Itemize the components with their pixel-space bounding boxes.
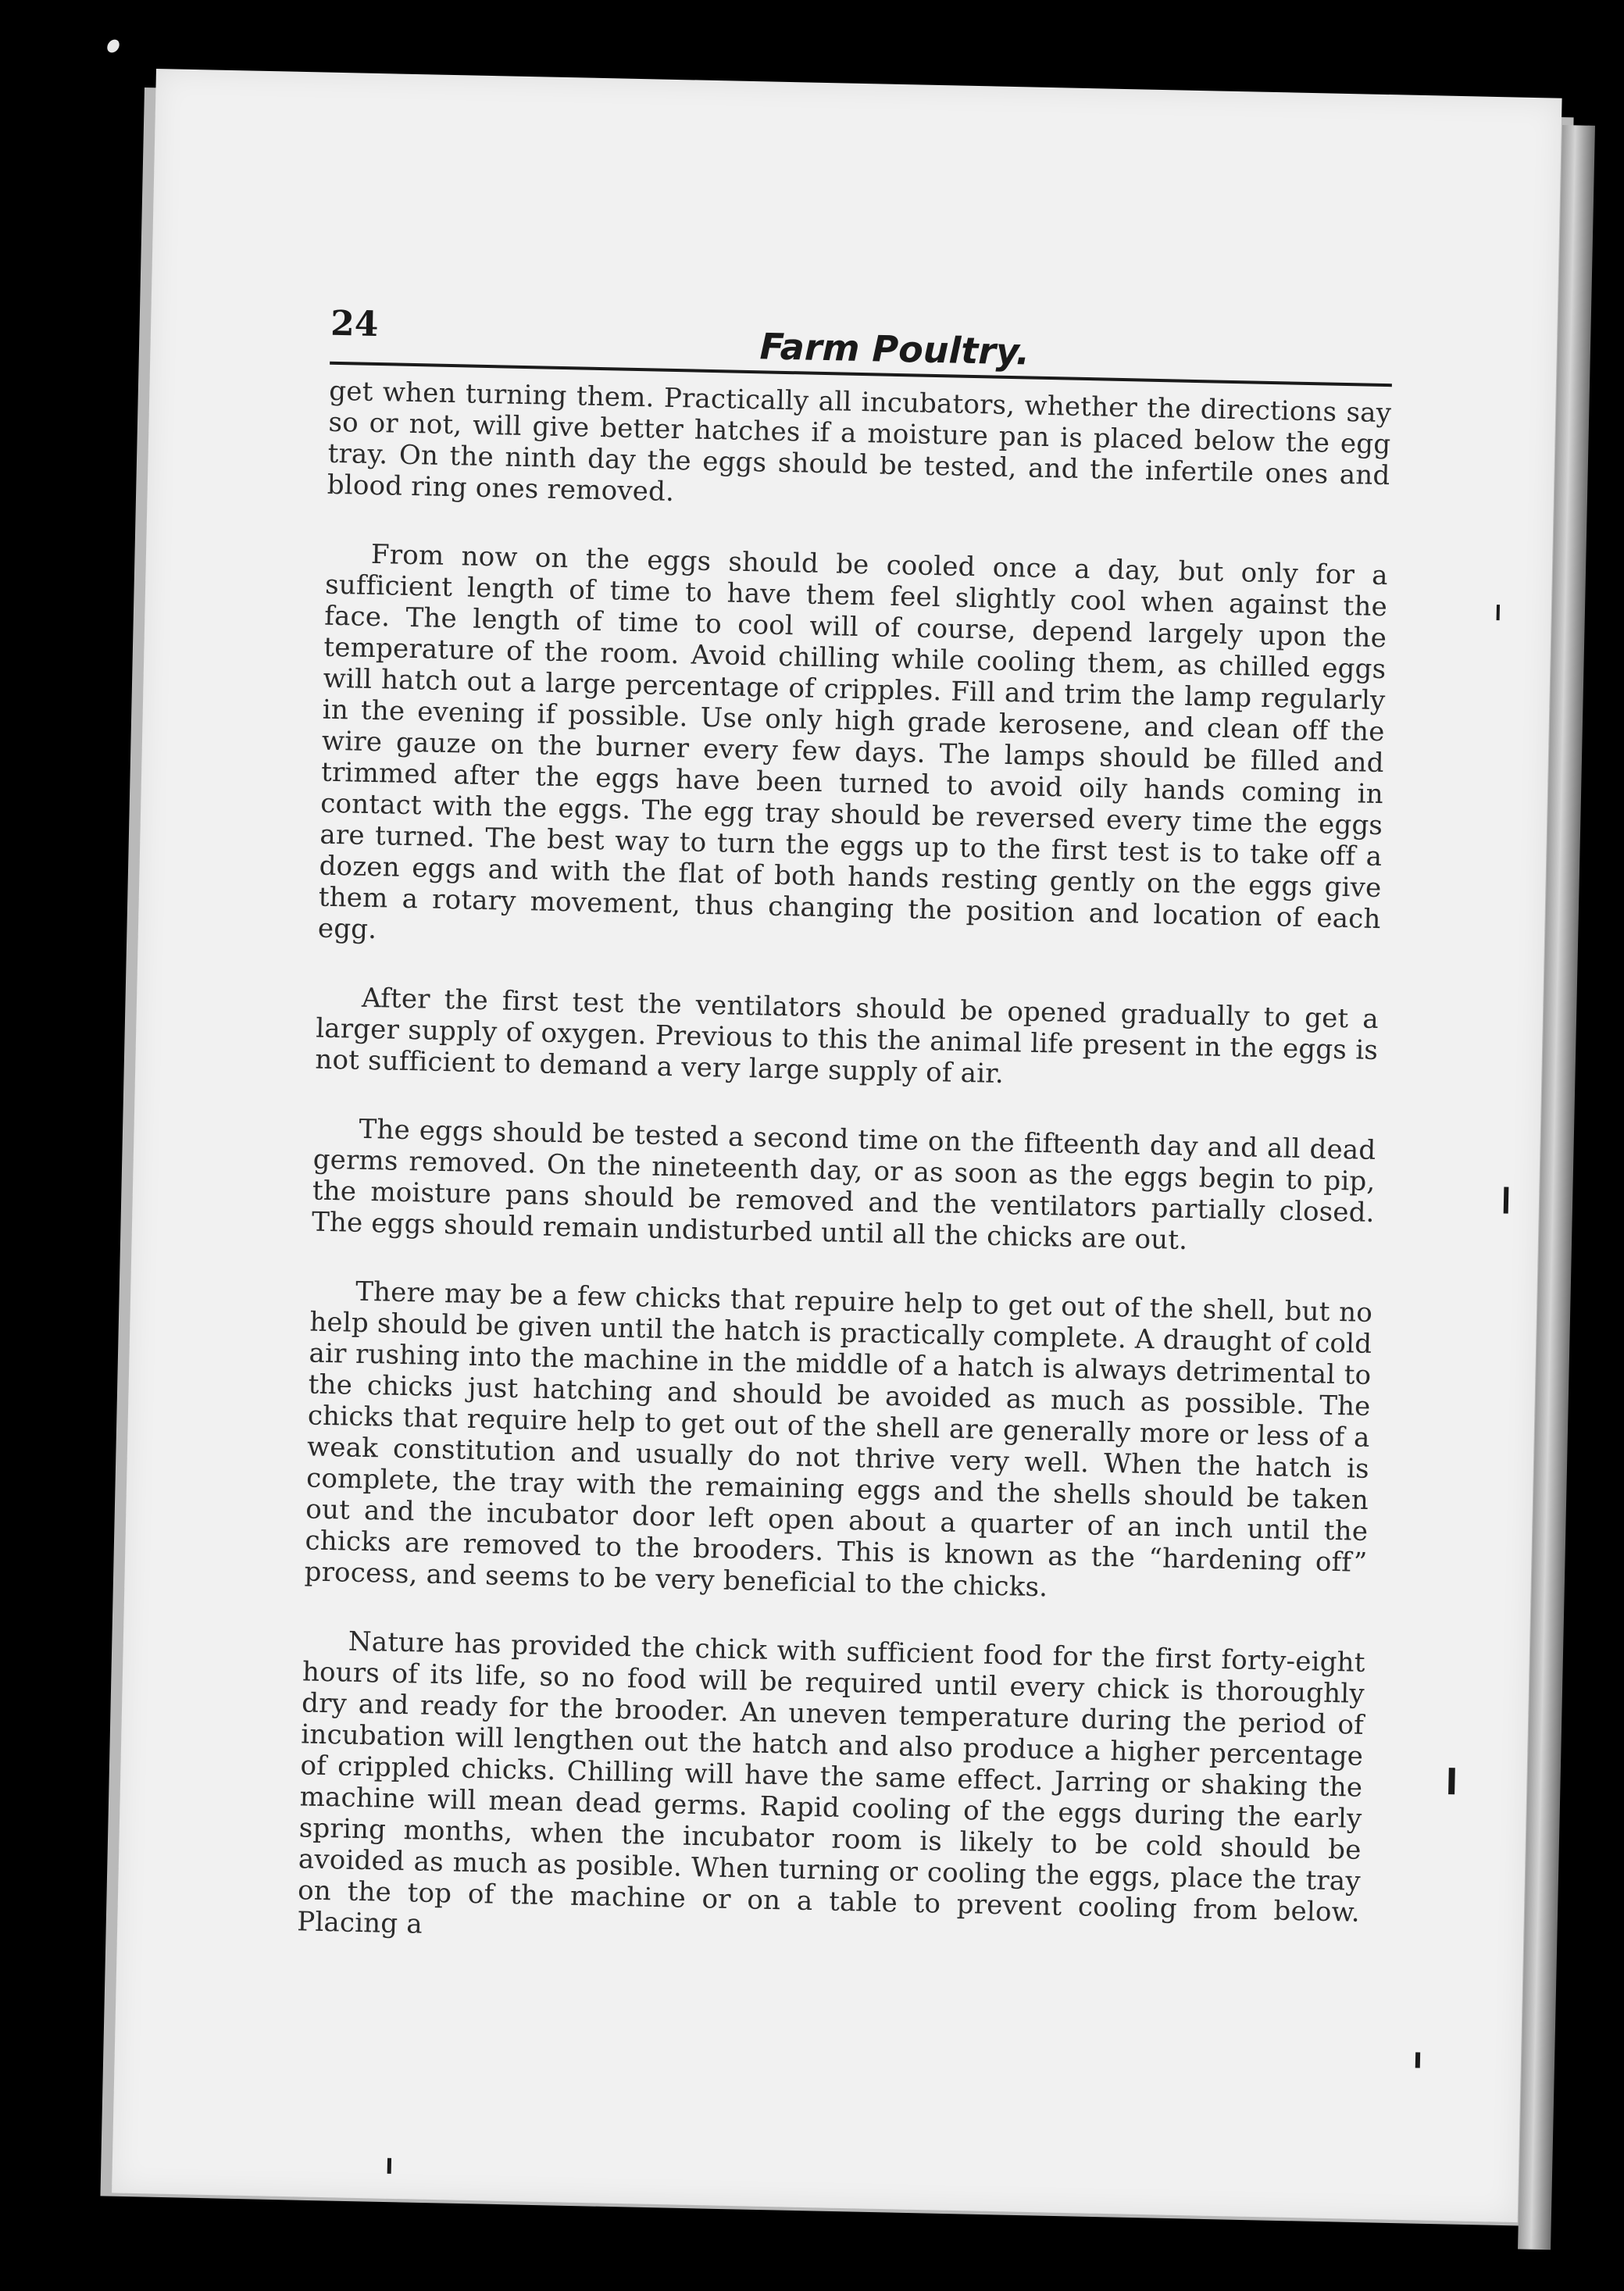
page-content bbox=[296, 299, 1394, 1997]
scan-dust-speck bbox=[105, 37, 122, 55]
running-head bbox=[330, 299, 1393, 387]
book-page bbox=[112, 69, 1562, 2222]
paragraph-helping-chicks: There may be a few chicks that repuire help to get out of the shell, but no help should be given until the hatch is practically complete. A draught of cold air rushing into the machine in the middle of a hatch is always detrimental to the chicks just hatching and should be avoided as much as possible. The chicks that require help to get out of the shell are generally more or less of a weak constitution and usually do not thrive very well. When the hatch is complete, the tray with the remaining eggs and the shells should be taken out and the incubator door left open about a quarter of an inch until the chicks are removed to the brooders. This is known as the “hardening off” process, and seems to be very beneficial to the chicks. bbox=[304, 1276, 1373, 1604]
paragraph-cooling-eggs: From now on the eggs should be cooled once a day, but only for a sufficient length of time to have them feel slightly cool when against the face. The length of time to cool will of course, depend largely upon the temperature of the room. Avoid chilling while cooling them, as chilled eggs will hatch out a large percentage of cripples. Fill and trim the lamp regularly in the evening if possible. Use only high grade kerosene, and clean off the wire gauze on the burner every few days. The lamps should be filled and trimmed after the eggs have been turned to avoid oily hands coming in contact with the eggs. The egg tray should be reversed every time the eggs are turned. The best way to turn the eggs up to the first test is to take off a dozen eggs and with the flat of both hands resting gently on the eggs give them a rotary movement, thus changing the position and location of each egg. bbox=[317, 538, 1389, 946]
body-text bbox=[297, 376, 1392, 1960]
bottom-ink-mark bbox=[387, 2158, 391, 2174]
paragraph-chick-food: Nature has provided the chick with sufficient food for the first forty-eight hours of its life, so no food will be required until every chick is thoroughly dry and ready for the brooder. An uneven temperature during the period of incubation will lengthen out the hatch and also produce a higher percentage of crippled chicks. Chilling will have the same effect. Jarring or shaking the machine will mean dead germs. Rapid cooling of the eggs during the early spring months, when the incubator room is likely to be cold should be avoided as much as posible. When turning or cooling the eggs, place the tray on the top of the machine or on a table to prevent cooling from below. Placing a bbox=[296, 1625, 1366, 1940]
margin-tick-mark bbox=[1415, 2052, 1420, 2068]
page-number: 24 bbox=[330, 303, 379, 345]
margin-tick-mark bbox=[1504, 1187, 1509, 1213]
margin-tick-mark bbox=[1448, 1768, 1455, 1794]
margin-tick-mark bbox=[1497, 605, 1500, 620]
paragraph-second-test: The eggs should be tested a second time on the fifteenth day and all dead germs removed. On the nineteenth day, or as soon as the eggs begin to pip, the moisture pans should be removed and the ventilators partially closed. The eggs should remain undisturbed until all the chicks are out. bbox=[311, 1113, 1376, 1256]
book-title: Farm Poultry. bbox=[759, 325, 1030, 373]
paragraph-ventilators: After the first test the ventilators should be opened gradually to get a larger supply of oxygen. Previous to this the animal life present in the eggs is not sufficient to demand a very large supply of air. bbox=[315, 982, 1380, 1090]
paragraph-continued: get when turning them. Practically all incubators, whether the directions say so or not, will give better hatches if a moisture pan is placed below the egg tray. On the ninth day the eggs should be tested, and the infertile ones and blood ring ones removed. bbox=[327, 375, 1392, 509]
